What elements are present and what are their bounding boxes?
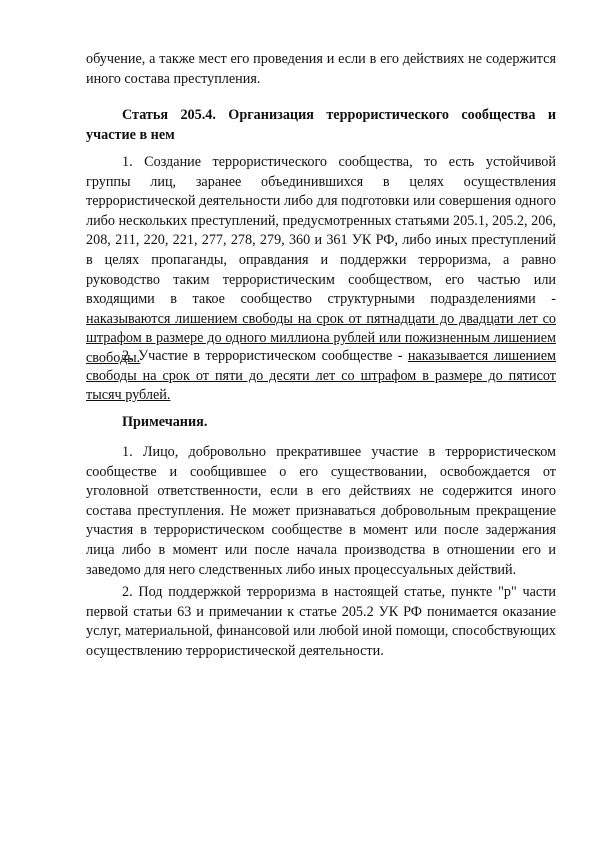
article-title: Статья 205.4. Организация террористического сообщества и участие в нем — [86, 107, 556, 143]
part-2-penalty: наказывается лишением свободы на срок от пяти до десяти лет со штрафом в размере до пятисот тысяч рублей. — [86, 348, 556, 404]
part-2-text: 2. Участие в террористическом сообществе - — [122, 348, 408, 364]
part-1-text: 1. Создание террористического сообщества, то есть устойчивой группы лиц, заранее объединившихся в целях осуществления террористической деятельности либо для подготовки или совершения одного либо нескольких преступлений, предусмотренных статьями 205.1, 205.2, 206, 208, 211, 220, 221, 277, 278, 279, 360 и 361 УК РФ, либо иных преступлений в целях пропаганды, оправдания и поддержки терроризма, а равно руководство таким террористическим сообществом, его частью или входящими в такое сообщество структурными подразделениями - — [86, 154, 556, 308]
intro-paragraph: обучение, а также мест его проведения и если в его действиях не содержится иного состава преступления. — [86, 51, 556, 87]
article-part-1 — [86, 153, 556, 369]
note-1: 1. Лицо, добровольно прекратившее участие в террористическом сообществе и сообщившее о его существовании, освобождается от уголовной ответственности, если в его действиях не содержится иного состава преступления. Не может признаваться добровольным прекращение участия в террористическом сообществе в момент или после задержания лица либо в момент или после начала производства в отношении его и заведомо для него следственных либо иных процессуальных действий. — [86, 444, 556, 578]
notes-heading: Примечания. — [122, 414, 208, 430]
article-part-2 — [86, 347, 556, 406]
note-2: 2. Под поддержкой терроризма в настоящей статье, пункте "р" части первой статьи 63 и примечании к статье 205.2 УК РФ понимается оказание услуг, материальной, финансовой или любой иной помощи, способствующих осуществлению террористической деятельности. — [86, 584, 556, 659]
part-1-penalty: наказываются лишением свободы на срок от пятнадцати до двадцати лет со штрафом в размере до одного миллиона рублей или пожизненным лишением свободы. — [86, 310, 556, 366]
